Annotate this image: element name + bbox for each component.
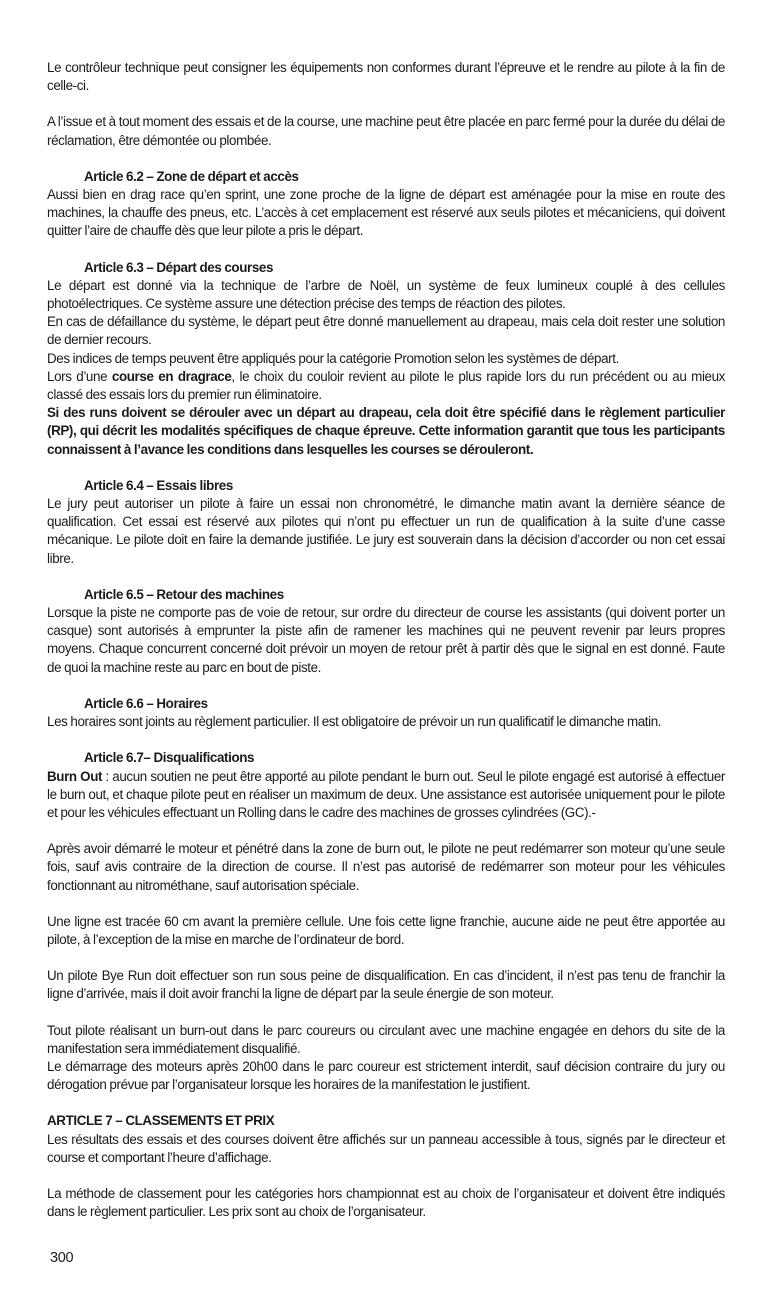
paragraph (47, 59, 725, 95)
text-run: Lorsque la piste ne comporte pas de voie de retour, sur ordre du directeur de course les assistants (qui doivent porter un casque) sont autorisés à emprunter la piste afin de ramener les machines qui ne peuvent revenir par leurs propres moyens. Chaque concurrent concerné doit prévoir un moyen de retour prêt à partir dès que le signal en est donné. Faute de quoi la machine reste au parc en bout de piste. (47, 605, 725, 675)
paragraph (47, 713, 725, 731)
text-run: Les horaires sont joints au règlement particulier. Il est obligatoire de prévoir un run qualificatif le dimanche matin. (47, 714, 662, 730)
page-number: 300 (50, 1250, 74, 1266)
paragraph (47, 967, 725, 1003)
text-run: , le choix du couloir revient au pilote le plus rapide lors du run précédent ou au mieux classé des essais lors du premier run éliminatoire. (47, 368, 725, 403)
bold-text-run: Article 6.4 – Essais libres (84, 477, 233, 493)
bold-text-run: course en dragrace (111, 368, 232, 384)
paragraph (47, 350, 725, 368)
paragraph (47, 913, 725, 949)
bold-text-run: Article 6.6 – Horaires (84, 695, 208, 711)
text-run: Après avoir démarré le moteur et pénétré dans la zone de burn out, le pilote ne peut redémarrer son moteur qu’une seule fois, sauf avis contraire de la direction de course. Il n’est pas autorisé de redémarrer son moteur pour les véhicules fonctionnant au nitrométhane, sauf autorisation spéciale. (47, 841, 725, 893)
bold-text-run: Article 6.7– Disqualifications (84, 750, 255, 766)
text-run: Le démarrage des moteurs après 20h00 dans le parc coureur est strictement interdit, sauf décision contraire du jury ou dérogation prévue par l’organisateur lorsque les horaires de la manifestation le justifient. (47, 1058, 725, 1093)
text-run: : aucun soutien ne peut être apporté au pilote pendant le burn out. Seul le pilote engagé est autorisé à effectuer le burn out, et chaque pilote peut en réaliser un maximum de deux. Une assistance est autorisée uniquement pour le pilote et pour les véhicules effectuant un Rolling dans le cadre des machines de grosses cylindrées (GC).- (47, 768, 725, 820)
paragraph (47, 313, 725, 349)
text-run: Tout pilote réalisant un burn-out dans le parc coureurs ou circulant avec une machine engagée en dehors du site de la manifestation sera immédiatement disqualifié. (47, 1022, 725, 1056)
article-heading (47, 586, 725, 604)
paragraph (47, 1131, 725, 1167)
paragraph (47, 368, 725, 404)
bold-text-run: Article 6.2 – Zone de départ et accès (84, 168, 299, 184)
paragraph (47, 768, 725, 823)
article-heading (47, 477, 725, 495)
text-run: A l’issue et à tout moment des essais et de la course, une machine peut être placée en parc fermé pour la durée du délai de réclamation, être démontée ou plombée. (47, 114, 725, 148)
paragraph (47, 1058, 725, 1094)
paragraph (47, 604, 725, 677)
article-heading (47, 1112, 725, 1130)
paragraph (47, 840, 725, 895)
paragraph (47, 1185, 725, 1221)
text-run: En cas de défaillance du système, le départ peut être donné manuellement au drapeau, mais cela doit rester une solution de dernier recours. (47, 314, 725, 348)
article-heading (47, 695, 725, 713)
bold-text-run: Burn Out (47, 768, 103, 784)
text-run: Des indices de temps peuvent être appliqués pour la catégorie Promotion selon les systèmes de départ. (47, 350, 619, 366)
paragraph (47, 113, 725, 149)
paragraph (47, 404, 725, 459)
paragraph (47, 1022, 725, 1058)
text-run: Les résultats des essais et des courses doivent être affichés sur un panneau accessible à tous, signés par le directeur et course et comportant l’heure d’affichage. (47, 1131, 725, 1165)
bold-text-run: Article 6.3 – Départ des courses (84, 259, 274, 275)
article-heading (47, 749, 725, 767)
paragraph (47, 495, 725, 568)
text-run: Une ligne est tracée 60 cm avant la première cellule. Une fois cette ligne franchie, aucune aide ne peut être apportée au pilote, à l’exception de la mise en marche de l’ordinateur de bord. (47, 913, 725, 947)
text-run: Aussi bien en drag race qu’en sprint, une zone proche de la ligne de départ est aménagée pour la mise en route des machines, la chauffe des pneus, etc. L’accès à cet emplacement est réservé aux seuls pilotes et mécaniciens, qui doivent quitter l’aire de chauffe dès que leur pilote a pris le départ. (47, 187, 725, 239)
text-run: Le contrôleur technique peut consigner les équipements non conformes durant l’épreuve et le rendre au pilote à la fin de celle-ci. (47, 60, 725, 94)
text-run: Lors d’une (47, 368, 112, 384)
article-heading (47, 259, 725, 277)
text-run: Un pilote Bye Run doit effectuer son run sous peine de disqualification. En cas d’incident, il n’est pas tenu de franchir la ligne d’arrivée, mais il doit avoir franchi la ligne de départ par la seule énergie de son moteur. (47, 968, 725, 1002)
document-body (47, 59, 725, 1221)
article-heading (47, 168, 725, 186)
bold-text-run: Article 6.5 – Retour des machines (84, 586, 284, 602)
text-run: La méthode de classement pour les catégories hors championnat est au choix de l’organisateur et doivent être indiqués dans le règlement particulier. Les prix sont au choix de l’organisateur. (47, 1185, 725, 1220)
text-run: Le départ est donné via la technique de l’arbre de Noël, un système de feux lumineux couplé à des cellules photoélectriques. Ce système assure une détection précise des temps de réaction des pilotes. (47, 277, 725, 312)
bold-text-run: ARTICLE 7 – CLASSEMENTS ET PRIX (47, 1113, 275, 1129)
paragraph (47, 186, 725, 241)
bold-text-run: Si des runs doivent se dérouler avec un départ au drapeau, cela doit être spécifié dans le règlement particulier (RP), qui décrit les modalités spécifiques de chaque épreuve. Cette information garantit que tous les participants connaissent à l’avance les conditions dans lesquelles les courses se dérouleront. (47, 405, 725, 457)
paragraph (47, 277, 725, 313)
text-run: Le jury peut autoriser un pilote à faire un essai non chronométré, le dimanche matin avant la dernière séance de qualification. Cet essai est réservé aux pilotes qui n’ont pu effectuer un run de qualification à la suite d’une casse mécanique. Le pilote doit en faire la demande justifiée. Le jury est souverain dans la décision d’accorder ou non cet essai libre. (47, 496, 725, 566)
